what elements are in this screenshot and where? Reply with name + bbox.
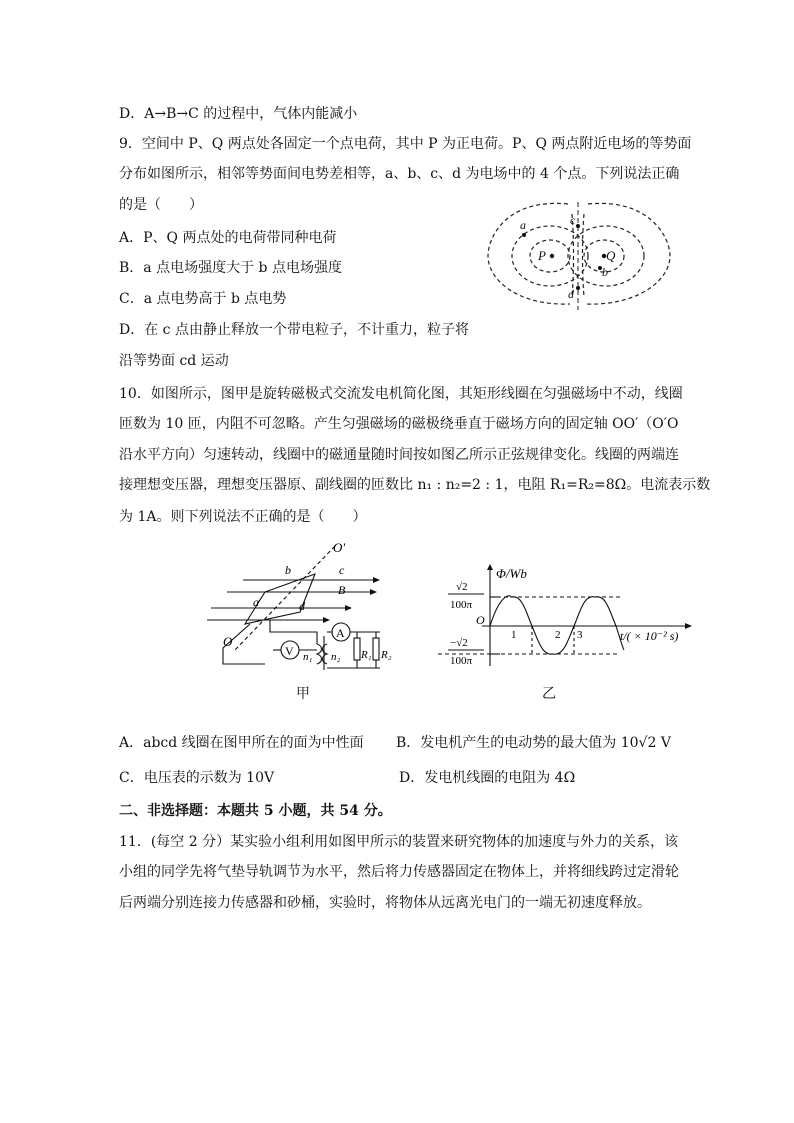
- q10-stem-line1: 10．如图所示，图甲是旋转磁极式交流发电机简化图，其矩形线圈在匀强磁场中不动，线圈: [119, 386, 683, 402]
- q11-stem-line2: 小组的同学先将气垫导轨调节为水平，然后将力传感器固定在物体上，并将细线跨过定滑轮: [119, 864, 679, 880]
- caption-jia: 甲: [296, 686, 310, 702]
- origin-label: O: [476, 613, 485, 627]
- label-field-b: B: [338, 583, 346, 597]
- label-a-meter: A: [336, 626, 345, 640]
- ybot-denominator: 100π: [450, 655, 473, 667]
- section-heading: 二、非选择题：本题共 5 小题，共 54 分。: [119, 803, 392, 819]
- label-n1: n₁: [303, 651, 313, 663]
- label-c: c: [570, 213, 576, 227]
- equipotential-figure: [488, 196, 678, 314]
- q9-option-c: C．a 点电势高于 b 点电势: [119, 291, 287, 307]
- x-tick-1: 1: [511, 629, 517, 641]
- q9-stem-line3: 的是（ ）: [119, 197, 203, 213]
- flux-graph-yi: [430, 564, 695, 672]
- label-a: a: [253, 595, 259, 609]
- ybot-numerator: −√2: [450, 637, 468, 649]
- caption-yi: 乙: [542, 686, 556, 702]
- q10-option-b: B．发电机产生的电动势的最大值为 10√2 V: [396, 735, 671, 751]
- label-c: c: [339, 563, 345, 577]
- q10-option-d: D．发电机线圈的电阻为 4Ω: [399, 770, 576, 786]
- q10-stem-line4: 接理想变压器，理想变压器原、副线圈的匝数比 n₁ : n₂=2 : 1，电阻 R₁=R₂=8Ω。电流表示数: [119, 477, 711, 493]
- ytop-denominator: 100π: [450, 599, 473, 611]
- q10-option-a: A．abcd 线圈在图甲所在的面为中性面: [119, 735, 364, 751]
- label-n2: n₂: [331, 651, 341, 663]
- x-tick-3: 3: [577, 629, 583, 641]
- q9-option-b: B．a 点电场强度大于 b 点电场强度: [119, 260, 342, 276]
- q11-stem-line1: 11．(每空 2 分）某实验小组利用如图甲所示的装置来研究物体的加速度与外力的关系，该: [119, 834, 679, 850]
- q9-option-d-line1: D．在 c 点由静止释放一个带电粒子，不计重力，粒子将: [119, 322, 469, 338]
- q8-option-d: D．A→B→C 的过程中，气体内能减小: [119, 106, 358, 122]
- y-axis-label: Φ/Wb: [496, 566, 527, 581]
- q10-stem-line5: 为 1A。则下列说法不正确的是（ ）: [119, 509, 367, 525]
- label-r2: R₂: [381, 649, 392, 661]
- label-b: b: [602, 265, 608, 279]
- label-d: d: [568, 287, 574, 301]
- label-v: V: [285, 644, 294, 658]
- q10-stem-line3: 沿水平方向）匀速转动，线圈中的磁通量随时间按如图乙所示正弦规律变化。线圈的两端连: [119, 447, 679, 463]
- q9-option-d-line2: 沿等势面 cd 运动: [119, 353, 229, 369]
- label-o: O: [223, 634, 233, 649]
- q10-option-c: C．电压表的示数为 10V: [119, 770, 275, 786]
- label-d: d: [299, 599, 305, 613]
- point-p-dot: [550, 254, 554, 258]
- q10-stem-line2: 匝数为 10 匝，内阻不可忽略。产生匀强磁场的磁极绕垂直于磁场方向的固定轴 OO′（O′O: [119, 416, 679, 432]
- generator-figure-jia: [205, 540, 390, 675]
- q9-stem-line2: 分布如图所示，相邻等势面间电势差相等，a、b、c、d 为电场中的 4 个点。下列说法正确: [119, 166, 680, 182]
- q9-stem-line1: 9．空间中 P、Q 两点处各固定一个点电荷，其中 P 为正电荷。P、Q 两点附近电场的等势面: [119, 136, 692, 152]
- label-oprime: O′: [333, 540, 346, 555]
- label-p: P: [538, 248, 546, 263]
- label-r1: R₁: [361, 649, 372, 661]
- ytop-numerator: √2: [456, 581, 468, 593]
- label-a: a: [520, 218, 526, 232]
- label-q: Q: [606, 248, 616, 263]
- label-b-top: b: [285, 563, 291, 577]
- q9-option-a: A．P、Q 两点处的电荷带同种电荷: [119, 230, 337, 246]
- x-tick-2: 2: [555, 629, 561, 641]
- x-axis-label: t/( × 10⁻² s): [620, 629, 679, 643]
- q11-stem-line3: 后两端分别连接力传感器和砂桶，实验时，将物体从远离光电门的一端无初速度释放。: [119, 895, 651, 911]
